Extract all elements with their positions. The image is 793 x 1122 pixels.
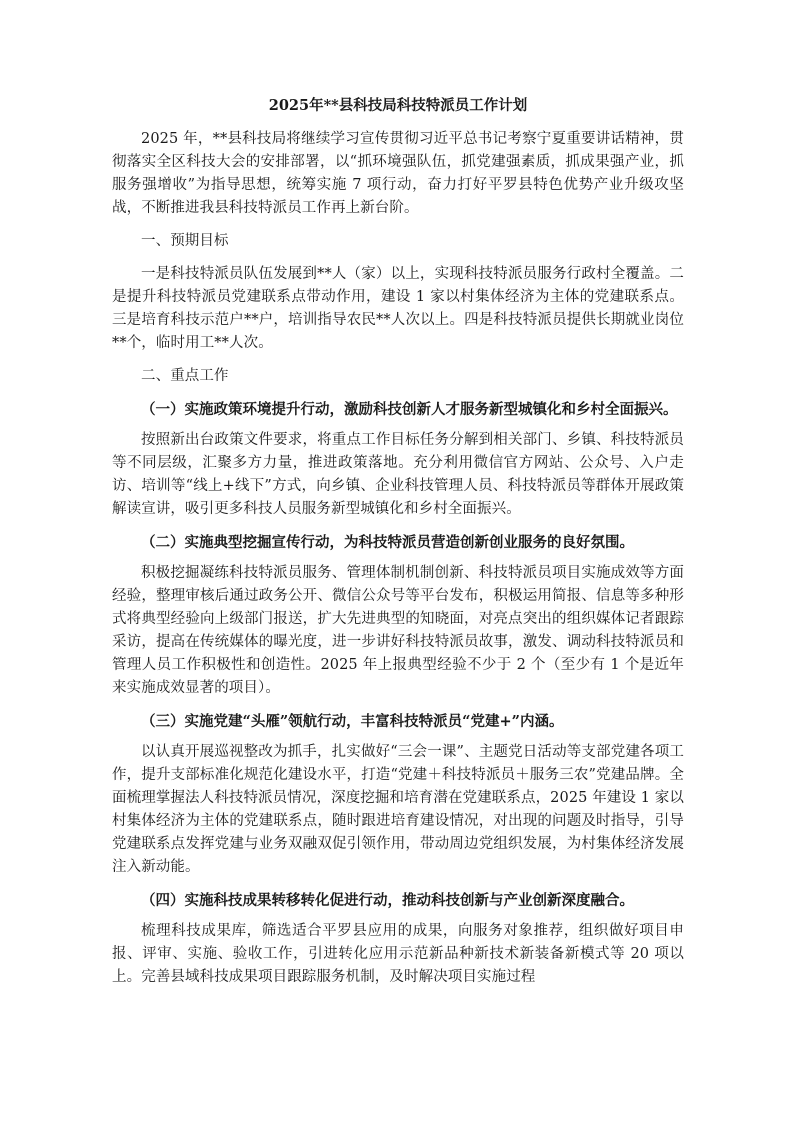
party-building-paragraph: 以认真开展巡视整改为抓手，扎实做好“三会一课”、主题党日活动等支部党建各项工作，提升支部标准化规范化建设水平，打造“党建＋科技特派员＋服务三农”党建品牌。全面梳理掌握法人科技特派员情况，深度挖掘和培育潜在党建联系点，2025 年建设 1 家以村集体经济为主体的党建联系点，随时跟进培育建设情况，对出现的问题及时指导，引导党建联系点发挥党建与业务双融双促引领作用，带动周边党组织发展，为村集体经济发展注入新动能。 bbox=[112, 744, 684, 875]
document-page bbox=[112, 96, 684, 999]
policy-action-paragraph: 按照新出台政策文件要求，将重点工作目标任务分解到相关部门、乡镇、科技特派员等不同层级，汇聚多方力量，推进政策落地。充分利用微信官方网站、公众号、入户走访、培训等“线上+线下”方式，向乡镇、企业科技管理人员、科技特派员等群体开展政策解读宣讲，吸引更多科技人员服务新型城镇化和乡村全面振兴。 bbox=[112, 432, 684, 517]
tech-transfer-paragraph: 梳理科技成果库，筛选适合平罗县应用的成果，向服务对象推荐，组织做好项目申报、评审、实施、验收工作，引进转化应用示范新品种新技术新装备新模式等 20 项以上。完善县域科技成果项目跟踪服务机制，及时解决项目实施过程 bbox=[112, 923, 684, 985]
subheading-policy-action: （一）实施政策环境提升行动，激励科技创新人才服务新型城镇化和乡村全面振兴。 bbox=[141, 401, 678, 418]
goals-paragraph: 一是科技特派员队伍发展到**人（家）以上，实现科技特派员服务行政村全覆盖。二是提升科技特派员党建联系点带动作用，建设 1 家以村集体经济为主体的党建联系点。三是培育科技示范户**户，培训指导农民**人次以上。四是科技特派员提供长期就业岗位**个，临时用工**人次。 bbox=[112, 266, 684, 351]
intro-paragraph: 2025 年，**县科技局将继续学习宣传贯彻习近平总书记考察宁夏重要讲话精神，贯彻落实全区科技大会的安排部署，以“抓环境强队伍，抓党建强素质，抓成果强产业，抓服务强增收”为指导思想，统筹实施 7 项行动，奋力打好平罗县特色优势产业升级攻坚战，不断推进我县科技特派员工作再上新台阶。 bbox=[112, 131, 684, 216]
subheading-party-building-action: （三）实施党建“头雁”领航行动，丰富科技特派员“党建+”内涵。 bbox=[141, 713, 564, 730]
subheading-publicity-action: （二）实施典型挖掘宣传行动，为科技特派员营造创新创业服务的良好氛围。 bbox=[141, 534, 634, 551]
section-heading-key-work: 二、重点工作 bbox=[141, 368, 229, 384]
section-heading-goals: 一、预期目标 bbox=[141, 233, 229, 249]
publicity-action-paragraph: 积极挖掘凝练科技特派员服务、管理体制机制创新、科技特派员项目实施成效等方面经验，整理审核后通过政务公开、微信公众号等平台发布，积极运用简报、信息等多种形式将典型经验向上级部门报送，扩大先进典型的知晓面，对亮点突出的组织媒体记者跟踪采访，提高在传统媒体的曝光度，进一步讲好科技特派员故事，激发、调动科技特派员和管理人员工作积极性和创造性。2025 年上报典型经验不少于 2 个（至少有 1 个是近年来实施成效显著的项目）。 bbox=[112, 565, 684, 696]
subheading-tech-transfer-action: （四）实施科技成果转移转化促进行动，推动科技创新与产业创新深度融合。 bbox=[141, 892, 634, 909]
document-title: 2025年**县科技局科技特派员工作计划 bbox=[268, 97, 528, 114]
